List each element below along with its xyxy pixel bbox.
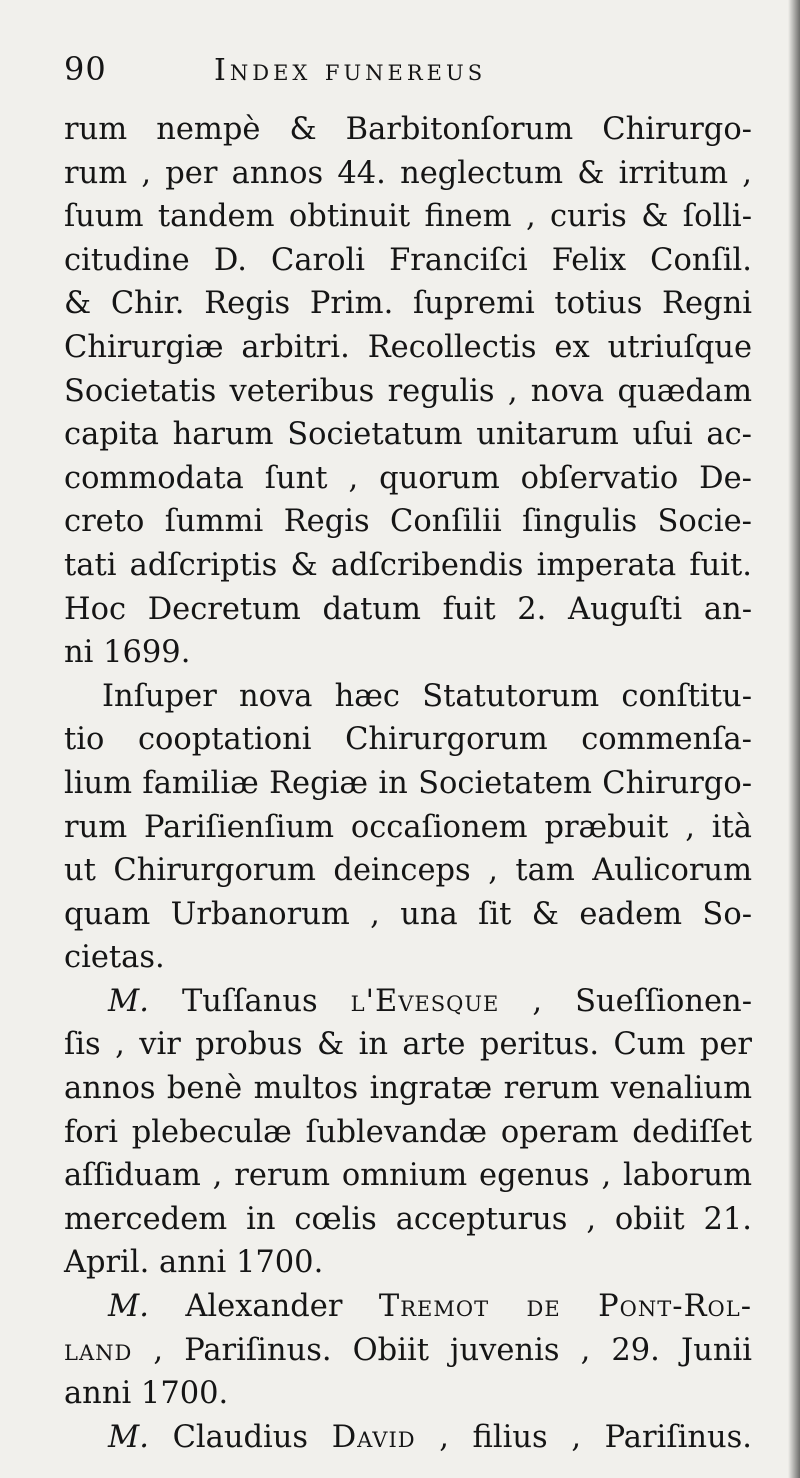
page-number: 90 (64, 50, 107, 88)
running-head (64, 50, 760, 108)
entry-title-prefix: M. (108, 1419, 149, 1455)
text-line: & Chir. Regis Prim. ſupremi totius Regni (64, 286, 752, 322)
entry-title-prefix: M. (108, 983, 149, 1019)
text-line: cietas. (64, 940, 165, 976)
text-line: lium familiæ Regiæ in Societatem Chirurgo- (64, 765, 752, 801)
text-line: ut Chirurgorum deinceps , tam Aulicorum (64, 853, 752, 889)
text-line: rum , per annos 44. neglectum & irritum , (64, 155, 752, 191)
entry-text: , Sueſſionen- (499, 983, 753, 1019)
text-line: tati adſcriptis & adſcribendis imperata fuit. (64, 547, 752, 583)
entry-surname: land (64, 1332, 133, 1368)
body-text (64, 108, 760, 1459)
entry-surname: l'Evesque (350, 983, 500, 1019)
text-line: quam Urbanorum , una ſit & eadem So- (64, 896, 752, 932)
entry-text: , filius , Pariſinus. (415, 1419, 752, 1455)
text-line (64, 1329, 752, 1373)
text-line: aſſiduam , rerum omnium egenus , laborum (64, 1158, 752, 1194)
entry-heading-line (64, 980, 752, 1024)
running-title: Index funereus (214, 53, 487, 88)
entry-text: Tuſſanus (148, 983, 351, 1019)
text-line: fori plebeculæ ſublevandæ operam dediſſet (64, 1114, 752, 1150)
text-line: Chirurgiæ arbitri. Recollectis ex utriuſque (64, 329, 752, 365)
text-line: Societatis veteribus regulis , nova quædam (64, 373, 752, 409)
entry-heading-line (64, 1285, 752, 1329)
text-line: commodata ſunt , quorum obſervatio De- (64, 460, 752, 496)
entry-text: , Pariſinus. Obiit juvenis , 29. Junii (132, 1332, 752, 1368)
text-line: anni 1700. (64, 1376, 229, 1412)
text-line: ni 1699. (64, 635, 191, 671)
entry-surname: Tremot de Pont-Rol- (378, 1289, 752, 1325)
text-line: tio cooptationi Chirurgorum commenſa- (64, 722, 752, 758)
entry-heading-line (64, 1416, 752, 1460)
entry-surname: David (331, 1419, 416, 1455)
text-line: mercedem in cœlis accepturus , obiit 21. (64, 1201, 752, 1237)
entry-text: Claudius (148, 1419, 332, 1455)
text-line: annos benè multos ingratæ rerum venalium (64, 1071, 752, 1107)
text-line: April. anni 1700. (64, 1245, 324, 1281)
entry-title-prefix: M. (108, 1289, 149, 1325)
text-line: rum Pariſienſium occaſionem præbuit , ità (64, 809, 752, 845)
text-line: capita harum Societatum unitarum uſui ac- (64, 417, 752, 453)
text-line: citudine D. Caroli Franciſci Felix Conſil. (64, 242, 752, 278)
text-line: Hoc Decretum datum fuit 2. Auguſti an- (64, 591, 752, 627)
entry-text: Alexander (148, 1289, 379, 1325)
text-line: ſuum tandem obtinuit finem , curis & ſolli- (64, 199, 752, 235)
text-line: Inſuper nova hæc Statutorum conſtitu- (102, 678, 752, 714)
text-line: rum nempè & Barbitonſorum Chirurgo- (64, 112, 752, 147)
text-line: creto ſummi Regis Conſilii ſingulis Socie- (64, 504, 752, 540)
text-line: ſis , vir probus & in arte peritus. Cum per (64, 1027, 752, 1063)
